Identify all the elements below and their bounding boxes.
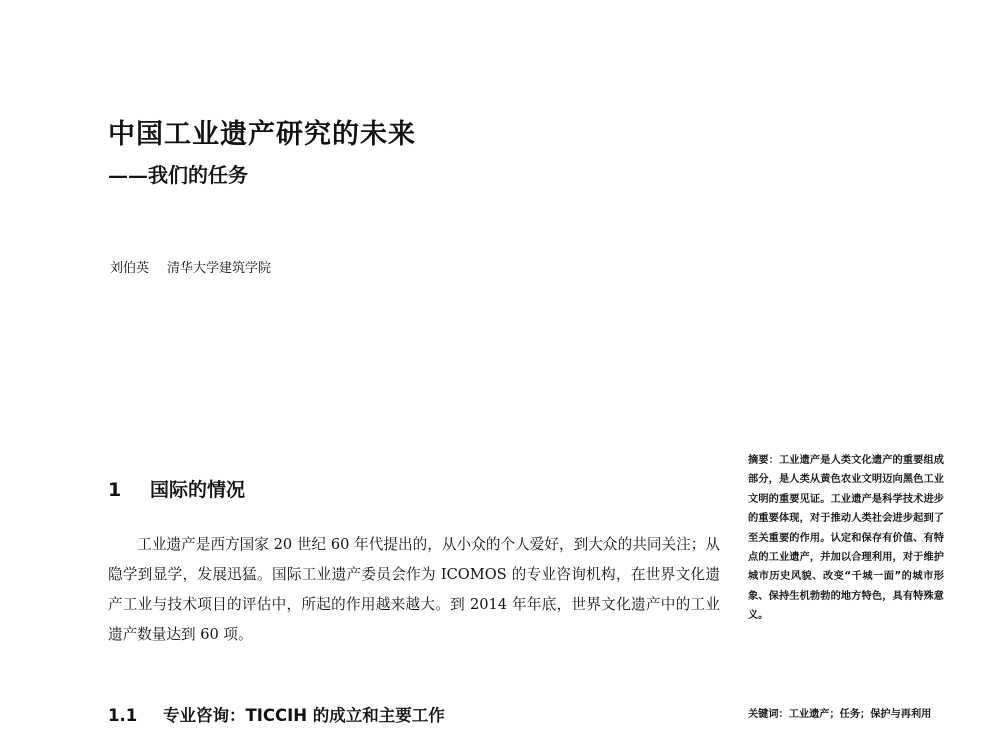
keywords-label: 关键词：: [748, 709, 789, 720]
article-subtitle: ——我们的任务: [108, 163, 248, 187]
article-title: 中国工业遗产研究的未来: [108, 119, 416, 150]
subsection-heading: [108, 703, 445, 729]
abstract-label: 摘要：: [748, 455, 779, 466]
abstract-block: [748, 451, 944, 626]
author-affiliation: 清华大学建筑学院: [167, 261, 272, 276]
author-name: 刘伯英: [110, 261, 150, 276]
keywords-text: 工业遗产；任务；保护与再利用: [788, 709, 932, 720]
subsection-title: 专业咨询：TICCIH 的成立和主要工作: [163, 706, 445, 725]
keywords-block: [748, 705, 944, 724]
section-heading: [108, 476, 245, 504]
section-title: 国际的情况: [150, 479, 246, 501]
body-paragraph: 工业遗产是西方国家 20 世纪 60 年代提出的，从小众的个人爱好，到大众的共同关注；从隐学到显学，发展迅猛。国际工业遗产委员会作为 ICOMOS 的专业咨询机构，在世界文化遗产工业与技术项目的评估中，所起的作用越来越大。到 2014 年年底，世界文化遗产中的工业遗产数量达到 60 项。: [108, 536, 720, 643]
section-number: 1: [108, 479, 122, 501]
subsection-number: 1.1: [108, 706, 138, 725]
abstract-text: 工业遗产是人类文化遗产的重要组成部分，是人类从黄色农业文明迈向黑色工业文明的重要见证。工业遗产是科学技术进步的重要体现，对于推动人类社会进步起到了至关重要的作用。认定和保存有价值、有特点的工业遗产，并加以合理利用，对于维护城市历史风貌、改变“千城一面”的城市形象、保持生机勃勃的地方特色，具有特殊意义。: [748, 455, 944, 622]
author-line: [110, 259, 271, 279]
